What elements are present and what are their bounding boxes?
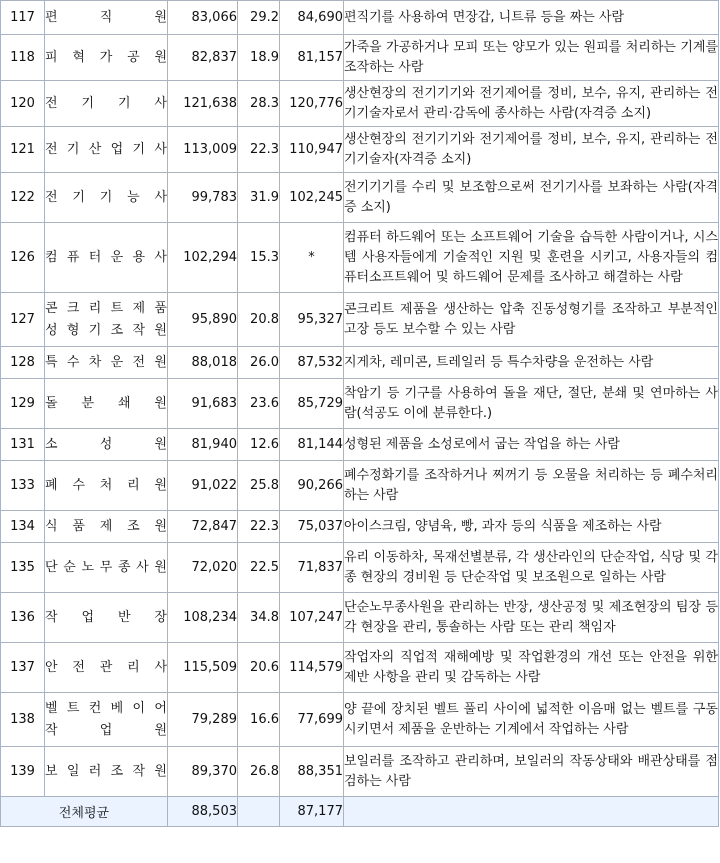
occupation-name-line: 식 품 제 조 원 xyxy=(45,518,167,534)
value2-cell: 15.3 xyxy=(238,223,280,293)
occupation-code-cell: 117 xyxy=(1,1,45,35)
occupation-name-line: 안 전 관 리 사 xyxy=(45,659,167,675)
job-description-cell: 작업자의 직업적 재해예방 및 작업환경의 개선 또는 안전을 위한 제반 사항을 관리 및 감독하는 사람 xyxy=(344,643,719,693)
value3-cell: 90,266 xyxy=(280,461,344,511)
occupation-name-cell xyxy=(45,173,168,223)
table-row xyxy=(1,293,719,347)
value3-cell: 84,690 xyxy=(280,1,344,35)
value2-cell: 23.6 xyxy=(238,379,280,429)
value2-cell: 22.3 xyxy=(238,127,280,173)
average-row xyxy=(1,797,719,827)
occupation-name-cell xyxy=(45,747,168,797)
occupation-name-line: 전 기 기 능 사 xyxy=(45,189,167,205)
value3-cell: 120,776 xyxy=(280,81,344,127)
occupation-code-cell: 138 xyxy=(1,693,45,747)
occupation-name-line: 소 성 원 xyxy=(45,436,167,452)
job-description-cell: 폐수정화기를 조작하거나 찌꺼기 등 오물을 처리하는 등 폐수처리하는 사람 xyxy=(344,461,719,511)
job-description-cell: 가죽을 가공하거나 모피 또는 양모가 있는 원피를 처리하는 기계를 조작하는 사람 xyxy=(344,35,719,81)
occupation-name-line: 피 혁 가 공 원 xyxy=(45,49,167,65)
occupation-name-line: 폐 수 처 리 원 xyxy=(45,477,167,493)
value2-cell: 20.8 xyxy=(238,293,280,347)
table-row xyxy=(1,429,719,461)
occupation-name-line: 편 직 원 xyxy=(45,9,167,25)
value3-cell: 95,327 xyxy=(280,293,344,347)
occupation-name-cell xyxy=(45,643,168,693)
occupation-name-cell xyxy=(45,379,168,429)
occupation-code-cell: 139 xyxy=(1,747,45,797)
value2-cell: 29.2 xyxy=(238,1,280,35)
occupation-name-cell xyxy=(45,593,168,643)
value1-cell: 91,022 xyxy=(168,461,238,511)
occupation-code-cell: 120 xyxy=(1,81,45,127)
occupation-code-cell: 126 xyxy=(1,223,45,293)
value1-cell: 89,370 xyxy=(168,747,238,797)
value2-cell: 12.6 xyxy=(238,429,280,461)
value2-cell: 26.0 xyxy=(238,347,280,379)
occupation-name-line: 전 기 산 업 기 사 xyxy=(45,141,167,157)
table-row xyxy=(1,461,719,511)
job-description-cell: 편직기를 사용하여 면장갑, 니트류 등을 짜는 사람 xyxy=(344,1,719,35)
value3-cell: 88,351 xyxy=(280,747,344,797)
value2-cell: 20.6 xyxy=(238,643,280,693)
occupation-name-line: 컴 퓨 터 운 용 사 xyxy=(45,249,167,265)
occupation-name-line: 콘 크 리 트 제 품 xyxy=(45,300,167,316)
value1-cell: 115,509 xyxy=(168,643,238,693)
value3-cell: 102,245 xyxy=(280,173,344,223)
occupation-name-line: 작 업 원 xyxy=(45,722,167,738)
value1-cell: 72,020 xyxy=(168,543,238,593)
value1-cell: 113,009 xyxy=(168,127,238,173)
table-row xyxy=(1,81,719,127)
job-description-cell: 지게차, 레미콘, 트레일러 등 특수차량을 운전하는 사람 xyxy=(344,347,719,379)
value3-cell: 77,699 xyxy=(280,693,344,747)
value3-cell: * xyxy=(280,223,344,293)
table-row xyxy=(1,643,719,693)
value2-cell: 28.3 xyxy=(238,81,280,127)
job-description-cell: 양 끝에 장치된 벨트 풀리 사이에 넓적한 이음매 없는 벨트를 구동시키면서 제품을 운반하는 기계에서 작업하는 사람 xyxy=(344,693,719,747)
value1-cell: 72,847 xyxy=(168,511,238,543)
job-description-cell: 착암기 등 기구를 사용하여 돌을 재단, 절단, 분쇄 및 연마하는 사람(석공도 이에 분류한다.) xyxy=(344,379,719,429)
value2-cell: 31.9 xyxy=(238,173,280,223)
occupation-name-line: 보 일 러 조 작 원 xyxy=(45,763,167,779)
average-value2-cell xyxy=(238,797,280,827)
value1-cell: 83,066 xyxy=(168,1,238,35)
average-value3-cell: 87,177 xyxy=(280,797,344,827)
value3-cell: 87,532 xyxy=(280,347,344,379)
job-description-cell: 유리 이동하차, 목재선별분류, 각 생산라인의 단순작업, 식당 및 각종 현장의 경비원 등 단순작업 및 보조원으로 일하는 사람 xyxy=(344,543,719,593)
occupation-name-cell xyxy=(45,511,168,543)
occupation-name-cell xyxy=(45,461,168,511)
occupation-name-cell xyxy=(45,293,168,347)
table-row xyxy=(1,223,719,293)
table-row xyxy=(1,593,719,643)
value1-cell: 108,234 xyxy=(168,593,238,643)
occupation-code-cell: 134 xyxy=(1,511,45,543)
occupation-name-cell xyxy=(45,429,168,461)
occupation-name-line: 단 순 노 무 종 사 원 xyxy=(45,559,167,575)
value3-cell: 75,037 xyxy=(280,511,344,543)
occupation-code-cell: 121 xyxy=(1,127,45,173)
value1-cell: 82,837 xyxy=(168,35,238,81)
value1-cell: 95,890 xyxy=(168,293,238,347)
occupation-code-cell: 131 xyxy=(1,429,45,461)
value3-cell: 81,157 xyxy=(280,35,344,81)
job-description-cell: 전기기기를 수리 및 보조함으로써 전기기사를 보좌하는 사람(자격증 소지) xyxy=(344,173,719,223)
value1-cell: 91,683 xyxy=(168,379,238,429)
value3-cell: 85,729 xyxy=(280,379,344,429)
value2-cell: 16.6 xyxy=(238,693,280,747)
value3-cell: 81,144 xyxy=(280,429,344,461)
value2-cell: 25.8 xyxy=(238,461,280,511)
occupation-name-cell xyxy=(45,1,168,35)
job-description-cell: 컴퓨터 하드웨어 또는 소프트웨어 기술을 습득한 사람이거나, 시스템 사용자들에게 기술적인 지원 및 훈련을 시키고, 사용자들의 컴퓨터소프트웨어 및 하드웨어 문제를 조사하고 해결하는 사람 xyxy=(344,223,719,293)
table-row xyxy=(1,543,719,593)
occupation-code-cell: 122 xyxy=(1,173,45,223)
occupation-name-line: 돌 분 쇄 원 xyxy=(45,395,167,411)
value2-cell: 18.9 xyxy=(238,35,280,81)
table-row xyxy=(1,173,719,223)
value2-cell: 22.3 xyxy=(238,511,280,543)
job-description-cell: 단순노무종사원을 관리하는 반장, 생산공정 및 제조현장의 팀장 등 각 현장을 관리, 통솔하는 사람 또는 관리 책임자 xyxy=(344,593,719,643)
table-body xyxy=(1,1,719,827)
job-description-cell: 성형된 제품을 소성로에서 굽는 작업을 하는 사람 xyxy=(344,429,719,461)
table-row xyxy=(1,747,719,797)
occupation-name-cell xyxy=(45,543,168,593)
job-description-cell: 보일러를 조작하고 관리하며, 보일러의 작동상태와 배관상태를 점검하는 사람 xyxy=(344,747,719,797)
job-description-cell: 생산현장의 전기기기와 전기제어를 정비, 보수, 유지, 관리하는 전기기술자로서 관리·감독에 종사하는 사람(자격증 소지) xyxy=(344,81,719,127)
occupation-name-cell xyxy=(45,223,168,293)
value2-cell: 26.8 xyxy=(238,747,280,797)
job-description-cell: 아이스크림, 양념육, 빵, 과자 등의 식품을 제조하는 사람 xyxy=(344,511,719,543)
value2-cell: 34.8 xyxy=(238,593,280,643)
occupation-code-cell: 136 xyxy=(1,593,45,643)
value1-cell: 81,940 xyxy=(168,429,238,461)
occupation-code-cell: 133 xyxy=(1,461,45,511)
occupation-name-cell xyxy=(45,35,168,81)
occupation-name-cell xyxy=(45,347,168,379)
job-description-cell: 콘크리트 제품을 생산하는 압축 진동성형기를 조작하고 부분적인 고장 등도 보수할 수 있는 사람 xyxy=(344,293,719,347)
occupation-code-cell: 137 xyxy=(1,643,45,693)
value1-cell: 121,638 xyxy=(168,81,238,127)
table-row xyxy=(1,127,719,173)
average-value1-cell: 88,503 xyxy=(168,797,238,827)
value3-cell: 114,579 xyxy=(280,643,344,693)
occupation-name-line: 벨 트 컨 베 이 어 xyxy=(45,700,167,716)
table-row xyxy=(1,379,719,429)
occupation-code-cell: 135 xyxy=(1,543,45,593)
value1-cell: 99,783 xyxy=(168,173,238,223)
value2-cell: 22.5 xyxy=(238,543,280,593)
occupation-name-line: 특 수 차 운 전 원 xyxy=(45,354,167,370)
table-row xyxy=(1,347,719,379)
occupation-name-line: 성 형 기 조 작 원 xyxy=(45,322,167,338)
table-row xyxy=(1,511,719,543)
value3-cell: 110,947 xyxy=(280,127,344,173)
occupation-name-cell xyxy=(45,693,168,747)
job-description-cell: 생산현장의 전기기기와 전기제어를 정비, 보수, 유지, 관리하는 전기기술자(자격증 소지) xyxy=(344,127,719,173)
value1-cell: 79,289 xyxy=(168,693,238,747)
occupation-code-cell: 128 xyxy=(1,347,45,379)
occupation-name-cell xyxy=(45,81,168,127)
occupation-name-line: 작 업 반 장 xyxy=(45,609,167,625)
value1-cell: 88,018 xyxy=(168,347,238,379)
occupation-code-cell: 118 xyxy=(1,35,45,81)
table-row xyxy=(1,693,719,747)
occupation-name-line: 전 기 기 사 xyxy=(45,95,167,111)
value1-cell: 102,294 xyxy=(168,223,238,293)
table-row xyxy=(1,1,719,35)
value3-cell: 107,247 xyxy=(280,593,344,643)
occupation-code-cell: 129 xyxy=(1,379,45,429)
occupation-name-cell xyxy=(45,127,168,173)
table-row xyxy=(1,35,719,81)
value3-cell: 71,837 xyxy=(280,543,344,593)
average-label-cell: 전체평균 xyxy=(1,797,168,827)
occupation-code-cell: 127 xyxy=(1,293,45,347)
average-desc-cell xyxy=(344,797,719,827)
